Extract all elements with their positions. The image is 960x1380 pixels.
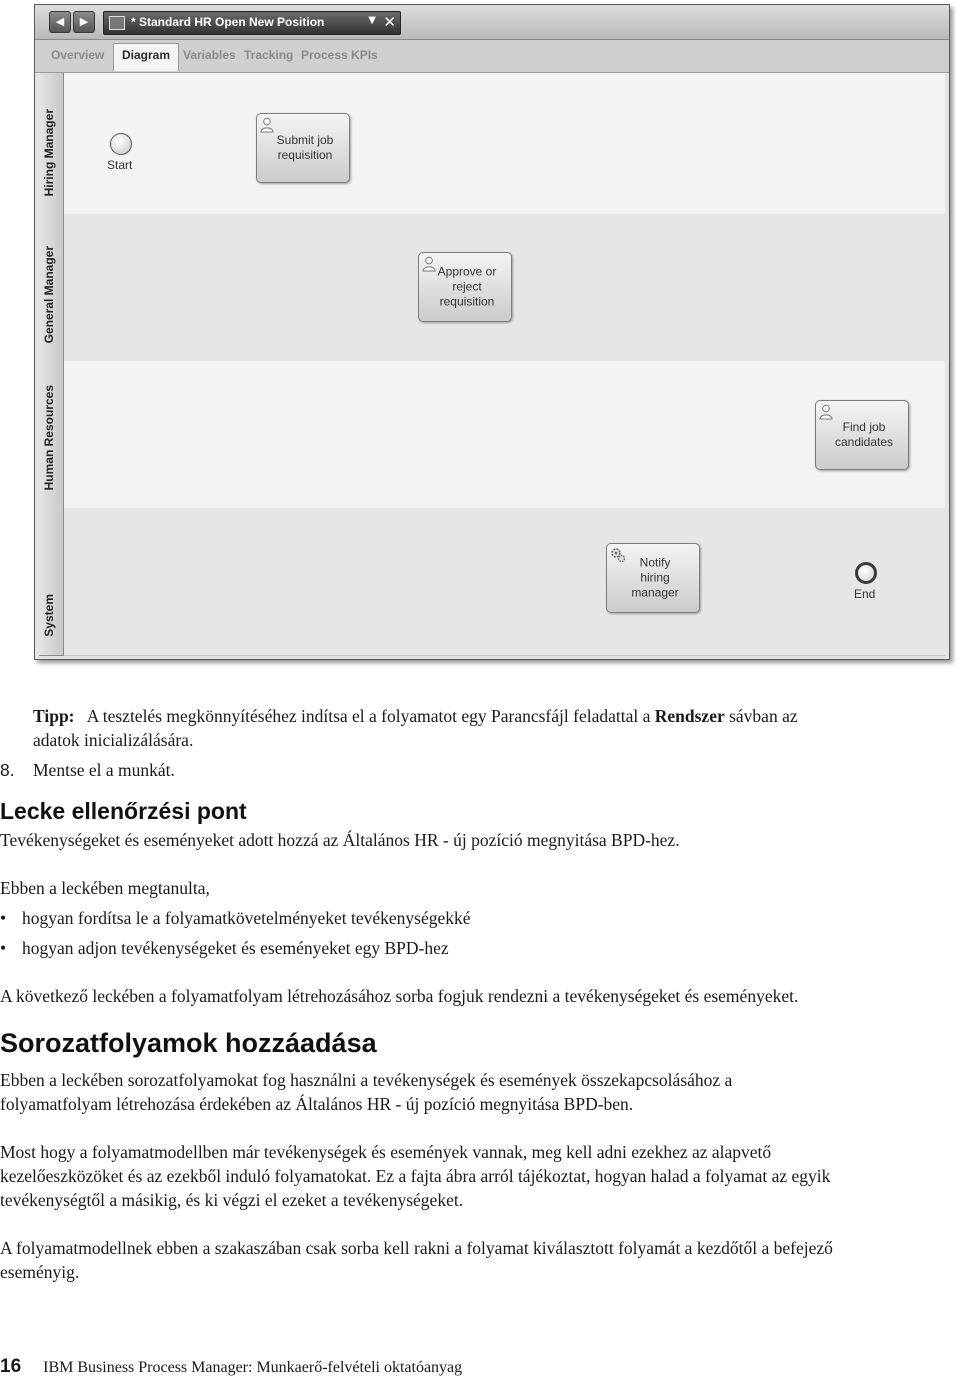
paragraph-1: Tevékenységeket és eseményeket adott hozzá az Általános HR - új pozíció megnyitása BPD-hez.	[0, 830, 680, 850]
page-number: 16	[0, 1356, 22, 1377]
heading-checkpoint: Lecke ellenőrzési pont	[0, 798, 247, 824]
activity-approve-or-reject-requisition[interactable]	[418, 252, 512, 322]
lane-header[interactable]	[39, 73, 64, 215]
paragraph-6-line-1: A folyamatmodellnek ebben a szakaszában csak sorba kell rakni a folyamat kiválasztott folyamát a kezdőtől a befejező	[0, 1238, 833, 1258]
paragraph-5-line-2: kezelőeszközöket és az ezekből induló folyamatokat. Ez a fajta ábra arról tájékoztat, hogyan halad a folyamat az egyik	[0, 1166, 831, 1186]
tip-bold-word: Rendszer	[654, 706, 725, 726]
paragraph-5-line-1: Most hogy a folyamatmodellben már tevékenységek és események vannak, meg kell adni ezekhez az alapvető	[0, 1142, 772, 1162]
bullet-icon: •	[0, 938, 7, 958]
step-number: 8.	[0, 760, 15, 780]
close-icon[interactable]: ✕	[383, 13, 396, 31]
user-task-icon	[819, 404, 833, 420]
paragraph-4-line-1: Ebben a leckében sorozatfolyamokat fog használni a tevékenységek és események összekapcsolásához a	[0, 1070, 733, 1090]
lane-human-resources[interactable]	[39, 361, 945, 508]
process-title: * Standard HR Open New Position	[131, 15, 325, 29]
activity-notify-hiring-manager[interactable]	[606, 543, 700, 613]
tab-tracking[interactable]: Tracking	[244, 48, 294, 62]
bpd-editor-window	[34, 4, 950, 660]
start-event[interactable]	[110, 133, 132, 155]
lane-header[interactable]	[39, 214, 64, 362]
start-event-label: Start	[107, 158, 133, 172]
heading-sequence-flows: Sorozatfolyamok hozzáadása	[0, 1028, 377, 1058]
footer-text: IBM Business Process Manager: Munkaerő-felvételi oktatóanyag	[43, 1359, 463, 1376]
activity-label: Notify hiring manager	[631, 555, 679, 600]
list-item	[0, 936, 449, 960]
lane-header[interactable]	[39, 508, 64, 656]
tab-diagram[interactable]: Diagram	[113, 43, 179, 71]
user-task-icon	[260, 117, 274, 133]
tip-text: A tesztelés megkönnyítéséhez indítsa el a folyamatot egy Parancsfájl feladattal a	[86, 706, 651, 726]
bullet-icon: •	[0, 908, 7, 928]
step-8	[0, 758, 175, 782]
paragraph-6-line-2: eseményig.	[0, 1262, 80, 1282]
tab-process-kpis[interactable]: Process KPIs	[301, 48, 378, 62]
paragraph-4-line-2: folyamatfolyam létrehozása érdekében az Általános HR - új pozíció megnyitása BPD-ben.	[0, 1094, 634, 1114]
list-item-text: hogyan fordítsa le a folyamatkövetelményeket tevékenységekké	[22, 908, 471, 928]
paragraph-3: A következő leckében a folyamatfolyam létrehozásához sorba fogjuk rendezni a tevékenységeket és eseményeket.	[0, 986, 799, 1006]
tip-label: Tipp:	[33, 706, 75, 726]
process-selector[interactable]	[103, 11, 401, 35]
lane-label: System	[42, 594, 56, 637]
tab-overview[interactable]: Overview	[51, 48, 105, 62]
lane-label: Human Resources	[42, 384, 56, 490]
page-footer	[0, 1356, 462, 1378]
diagram-canvas[interactable]	[39, 73, 945, 655]
tip-text-end: sávban az	[729, 706, 798, 726]
list-item-text: hogyan adjon tevékenységeket és eseményeket egy BPD-hez	[22, 938, 449, 958]
lane-label: Hiring Manager	[42, 108, 56, 196]
activity-submit-job-requisition[interactable]	[256, 113, 350, 183]
editor-title-bar	[35, 5, 949, 40]
tab-variables[interactable]: Variables	[183, 48, 236, 62]
paragraph-2: Ebben a leckében megtanulta,	[0, 878, 210, 898]
lane-hiring-manager[interactable]	[39, 73, 945, 214]
chevron-down-icon[interactable]: ▼	[368, 15, 376, 26]
activity-label: Approve or reject requisition	[437, 264, 497, 309]
activity-label: Submit job requisition	[276, 133, 334, 162]
back-arrow-icon[interactable]: ◀	[49, 11, 71, 33]
editor-tab-bar	[35, 40, 949, 73]
lane-system[interactable]	[39, 508, 945, 655]
end-event[interactable]	[855, 562, 877, 584]
activity-find-job-candidates[interactable]	[815, 400, 909, 470]
paragraph-5-line-3: tevékenységtől a másikig, és ki végzi el ezeket a tevékenységeket.	[0, 1190, 464, 1210]
tip-line-1	[33, 704, 798, 728]
lane-body	[64, 73, 945, 215]
lane-label: General Manager	[42, 245, 56, 343]
end-event-label: End	[854, 587, 876, 601]
list-item	[0, 906, 471, 930]
lane-header[interactable]	[39, 361, 64, 509]
forward-arrow-icon[interactable]: ▶	[73, 11, 95, 33]
lane-body	[64, 508, 945, 656]
step-text: Mentse el a munkát.	[33, 760, 175, 780]
activity-label: Find job candidates	[834, 420, 894, 449]
lane-body	[64, 361, 945, 509]
tip-line-2: adatok inicializálására.	[33, 730, 194, 750]
process-icon	[109, 16, 125, 30]
